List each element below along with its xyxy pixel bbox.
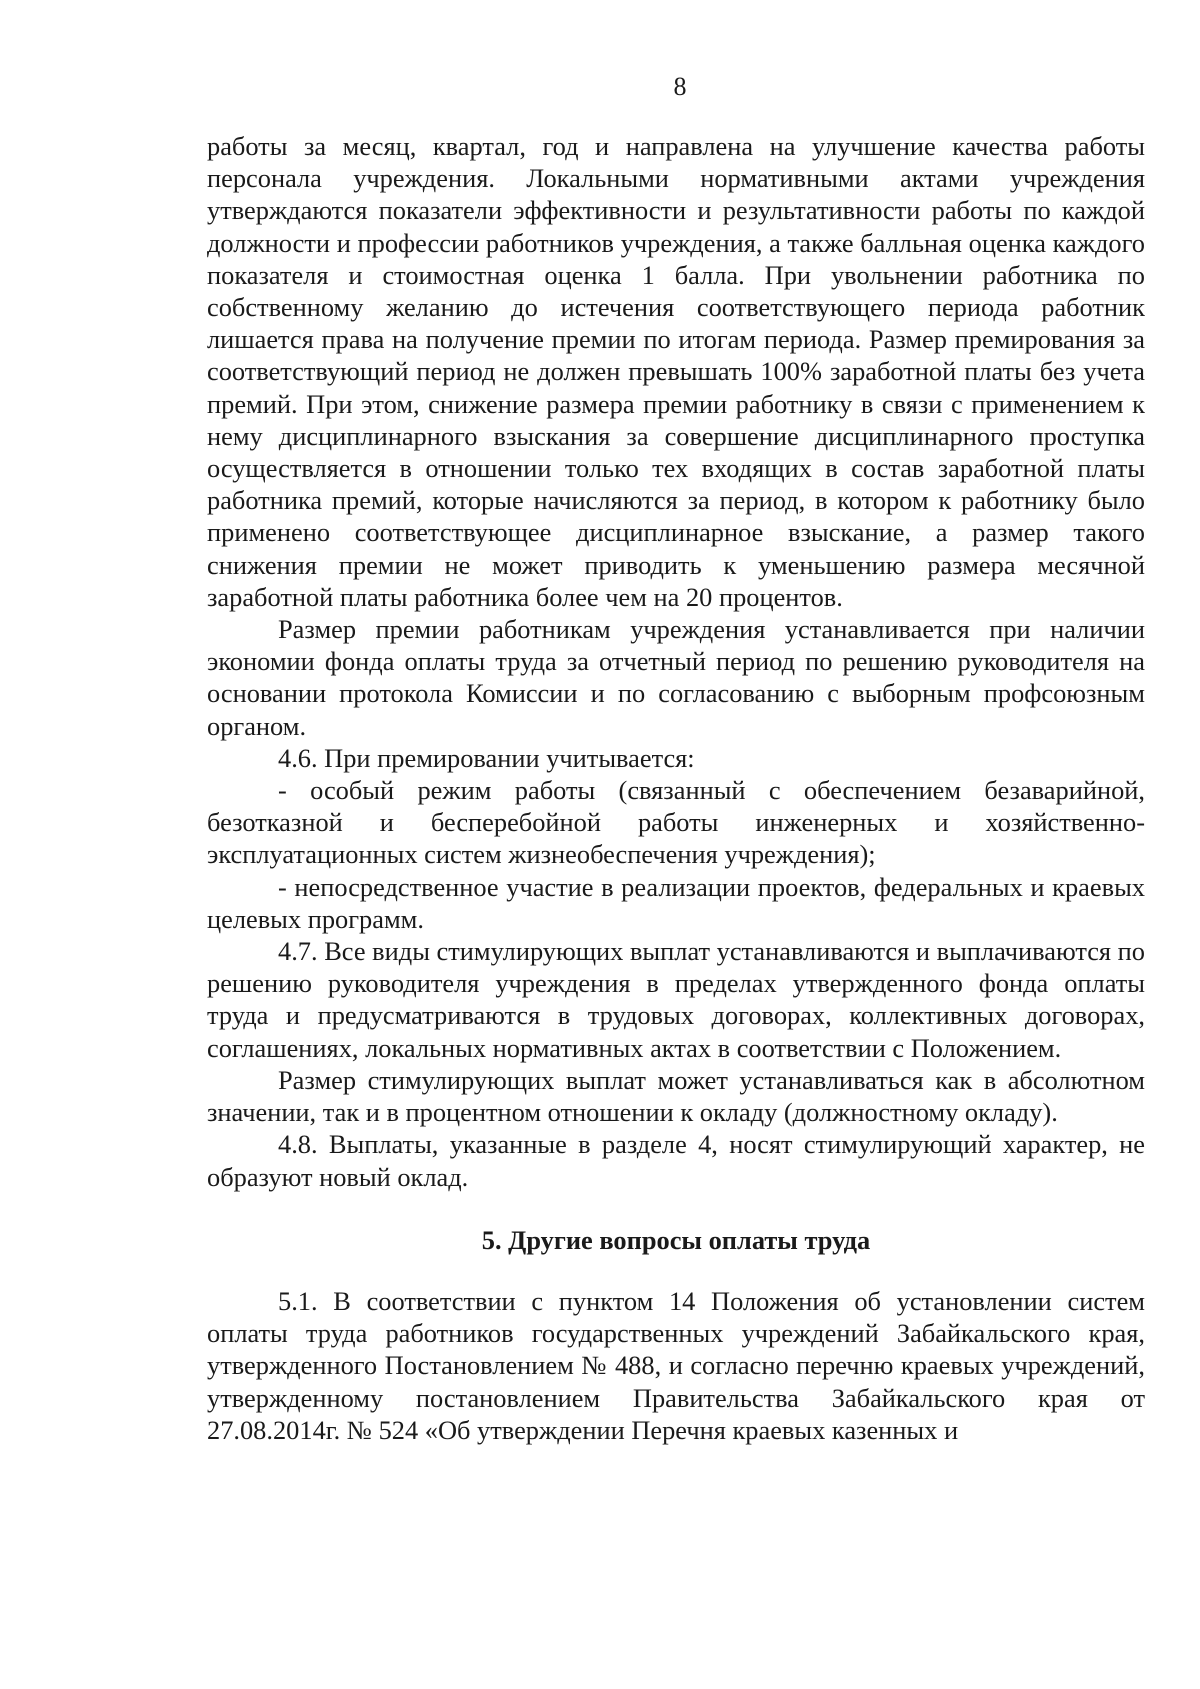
paragraph: - непосредственное участие в реализации проектов, федеральных и краевых целевых программ. [207,871,1145,934]
page-number: 8 [673,72,687,101]
paragraph: Размер стимулирующих выплат может устанавливаться как в абсолютном значении, так и в процентном отношении к окладу (должностному окладу). [207,1064,1145,1128]
paragraph: работы за месяц, квартал, год и направлена на улучшение качества работы персонала учреждения. Локальными нормативными актами учреждения утверждаются показатели эффективности и результативности работы по каждой должности и профессии работников учреждения, а также балльная оценка каждого показателя и стоимостная оценка 1 балла. При увольнении работника по собственному желанию до истечения соответствующего периода работник лишается права на получение премии по итогам периода. Размер премирования за соответствующий период не должен превышать 100% заработной платы без учета премий. При этом, снижение размера премии работнику в связи с применением к нему дисциплинарного взыскания за совершение дисциплинарного проступка осуществляется в отношении только тех входящих в состав заработной платы работника премий, которые начисляются за период, в котором к работнику было применено соответствующее дисциплинарное взыскание, а размер такого снижения премии не может приводить к уменьшению размера месячной заработной платы работника более чем на 20 процентов. [207,131,1145,612]
section-heading: 5. Другие вопросы оплаты труда [481,1224,871,1255]
paragraph: - особый режим работы (связанный с обеспечением безаварийной, безотказной и бесперебойной работы инженерных и хозяйственно-эксплуатационных систем жизнеобеспечения учреждения); [207,775,1145,870]
paragraph: 4.8. Выплаты, указанные в разделе 4, носят стимулирующий характер, не образуют новый оклад. [207,1129,1145,1192]
paragraph: 5.1. В соответствии с пунктом 14 Положения об установлении систем оплаты труда работников государственных учреждений Забайкальского края, утвержденного Постановлением № 488, и согласно перечню краевых учреждений, утвержденному постановлением Правительства Забайкальского края от 27.08.2014г. № 524 «Об утверждении Перечня краевых казенных и [207,1285,1145,1445]
paragraph: 4.6. При премировании учитывается: [278,742,695,773]
document-body [207,130,1145,1446]
paragraph: 4.7. Все виды стимулирующих выплат устанавливаются и выплачиваются по решению руководителя учреждения в пределах утвержденного фонда оплаты труда и предусматриваются в трудовых договорах, коллективных договорах, соглашениях, локальных нормативных актах в соответствии с Положением. [207,936,1145,1063]
paragraph: Размер премии работникам учреждения устанавливается при наличии экономии фонда оплаты труда за отчетный период по решению руководителя на основании протокола Комиссии и по согласованию с выборным профсоюзным органом. [207,614,1145,741]
